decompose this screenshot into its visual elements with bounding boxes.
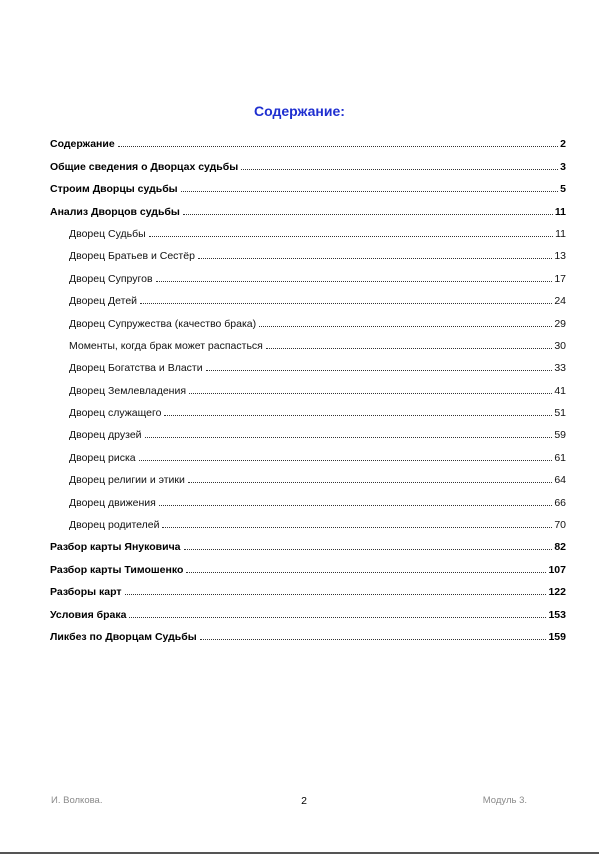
toc-entry-label: Дворец риска bbox=[69, 451, 136, 464]
toc-entry-page: 30 bbox=[554, 339, 566, 352]
toc-entry[interactable] bbox=[50, 441, 566, 463]
toc-dot-leader bbox=[162, 517, 552, 528]
toc-dot-leader bbox=[149, 226, 553, 237]
toc-entry[interactable] bbox=[50, 285, 566, 307]
toc-entry-page: 3 bbox=[560, 160, 566, 173]
toc-dot-leader bbox=[164, 405, 552, 416]
toc-entry[interactable] bbox=[50, 128, 566, 150]
toc-entry-label: Разбор карты Тимошенко bbox=[50, 563, 184, 576]
toc-entry-page: 5 bbox=[560, 183, 566, 196]
toc-entry-label: Моменты, когда брак может распасться bbox=[69, 339, 263, 352]
toc-entry-label: Разборы карт bbox=[50, 586, 122, 599]
toc-entry-page: 107 bbox=[548, 563, 566, 576]
toc-dot-leader bbox=[181, 181, 559, 192]
toc-entry-label: Дворец Детей bbox=[69, 295, 138, 308]
toc-entry-page: 70 bbox=[554, 519, 566, 532]
toc-dot-leader bbox=[140, 293, 552, 304]
toc-dot-leader bbox=[266, 338, 552, 349]
toc-title: Содержание: bbox=[254, 103, 345, 119]
toc-entry-page: 59 bbox=[554, 429, 566, 442]
toc-entry-label: Анализ Дворцов судьбы bbox=[50, 205, 180, 218]
toc-entry-page: 64 bbox=[554, 474, 566, 487]
toc-dot-leader bbox=[186, 562, 546, 573]
toc-entry-label: Общие сведения о Дворцах судьбы bbox=[50, 160, 239, 173]
toc-entry[interactable] bbox=[50, 531, 566, 553]
toc-entry-label: Дворец религии и этики bbox=[69, 474, 185, 487]
toc-entry[interactable] bbox=[50, 150, 566, 172]
toc-entry[interactable] bbox=[50, 598, 566, 620]
toc-entry-page: 29 bbox=[554, 317, 566, 330]
toc-entry-label: Дворец Судьбы bbox=[69, 227, 146, 240]
toc-entry-label: Дворец служащего bbox=[69, 407, 162, 420]
toc-entry-label: Дворец Братьев и Сестёр bbox=[69, 250, 195, 263]
toc-dot-leader bbox=[129, 607, 546, 618]
toc-entry-page: 51 bbox=[554, 407, 566, 420]
toc-entry-page: 2 bbox=[560, 138, 566, 151]
toc-entry-label: Условия брака bbox=[50, 608, 127, 621]
toc-entry[interactable] bbox=[50, 509, 566, 531]
toc-entry-label: Дворец Богатства и Власти bbox=[69, 362, 203, 375]
toc-entry-page: 24 bbox=[554, 295, 566, 308]
toc-entry[interactable] bbox=[50, 553, 566, 575]
toc-entry-page: 13 bbox=[554, 250, 566, 263]
toc-entry[interactable] bbox=[50, 240, 566, 262]
toc-entry[interactable] bbox=[50, 486, 566, 508]
toc-dot-leader bbox=[189, 383, 552, 394]
toc-entry-label: Дворец Супружества (качество брака) bbox=[69, 317, 257, 330]
toc-dot-leader bbox=[188, 472, 552, 483]
toc-entry-label: Дворец Супругов bbox=[69, 272, 153, 285]
toc-dot-leader bbox=[145, 427, 553, 438]
toc-dot-leader bbox=[125, 584, 547, 595]
toc-dot-leader bbox=[241, 159, 558, 170]
toc-entry[interactable] bbox=[50, 419, 566, 441]
toc-entry[interactable] bbox=[50, 173, 566, 195]
toc-entry[interactable] bbox=[50, 397, 566, 419]
toc-dot-leader bbox=[159, 495, 553, 506]
toc-entry-label: Разбор карты Януковича bbox=[50, 541, 181, 554]
footer-page-number: 2 bbox=[301, 795, 307, 807]
toc-entry-page: 17 bbox=[554, 272, 566, 285]
toc-entry-label: Содержание bbox=[50, 138, 115, 151]
toc-entry-page: 33 bbox=[554, 362, 566, 375]
toc-entry-page: 66 bbox=[554, 496, 566, 509]
toc-entry-label: Дворец Землевладения bbox=[69, 384, 187, 397]
table-of-contents bbox=[50, 128, 566, 643]
toc-dot-leader bbox=[259, 316, 552, 327]
toc-dot-leader bbox=[184, 539, 553, 550]
toc-dot-leader bbox=[156, 271, 553, 282]
toc-entry-page: 122 bbox=[548, 586, 566, 599]
toc-dot-leader bbox=[139, 450, 553, 461]
toc-entry-label: Дворец движения bbox=[69, 496, 156, 509]
toc-dot-leader bbox=[198, 248, 552, 259]
toc-entry-page: 11 bbox=[555, 227, 566, 240]
toc-entry[interactable] bbox=[50, 307, 566, 329]
toc-dot-leader bbox=[118, 136, 558, 147]
toc-entry-label: Дворец друзей bbox=[69, 429, 142, 442]
toc-entry-page: 11 bbox=[554, 205, 566, 218]
toc-dot-leader bbox=[206, 360, 553, 371]
toc-entry[interactable] bbox=[50, 352, 566, 374]
toc-entry[interactable] bbox=[50, 330, 566, 352]
page-bottom-divider bbox=[0, 852, 599, 854]
toc-entry-page: 41 bbox=[554, 384, 566, 397]
toc-entry-label: Ликбез по Дворцам Судьбы bbox=[50, 630, 197, 643]
toc-entry[interactable] bbox=[50, 464, 566, 486]
toc-entry[interactable] bbox=[50, 576, 566, 598]
toc-entry[interactable] bbox=[50, 218, 566, 240]
toc-entry[interactable] bbox=[50, 621, 566, 643]
footer-author: И. Волкова. bbox=[51, 795, 103, 806]
toc-entry[interactable] bbox=[50, 262, 566, 284]
toc-entry-page: 159 bbox=[548, 630, 566, 643]
toc-entry-label: Строим Дворцы судьбы bbox=[50, 183, 178, 196]
toc-dot-leader bbox=[183, 204, 553, 215]
toc-entry-page: 82 bbox=[554, 541, 566, 554]
footer-module: Модуль 3. bbox=[482, 795, 527, 806]
toc-dot-leader bbox=[200, 629, 547, 640]
toc-entry-page: 153 bbox=[548, 608, 566, 621]
toc-entry-page: 61 bbox=[554, 451, 566, 464]
toc-entry[interactable] bbox=[50, 195, 566, 217]
toc-entry[interactable] bbox=[50, 374, 566, 396]
toc-entry-label: Дворец родителей bbox=[69, 519, 160, 532]
